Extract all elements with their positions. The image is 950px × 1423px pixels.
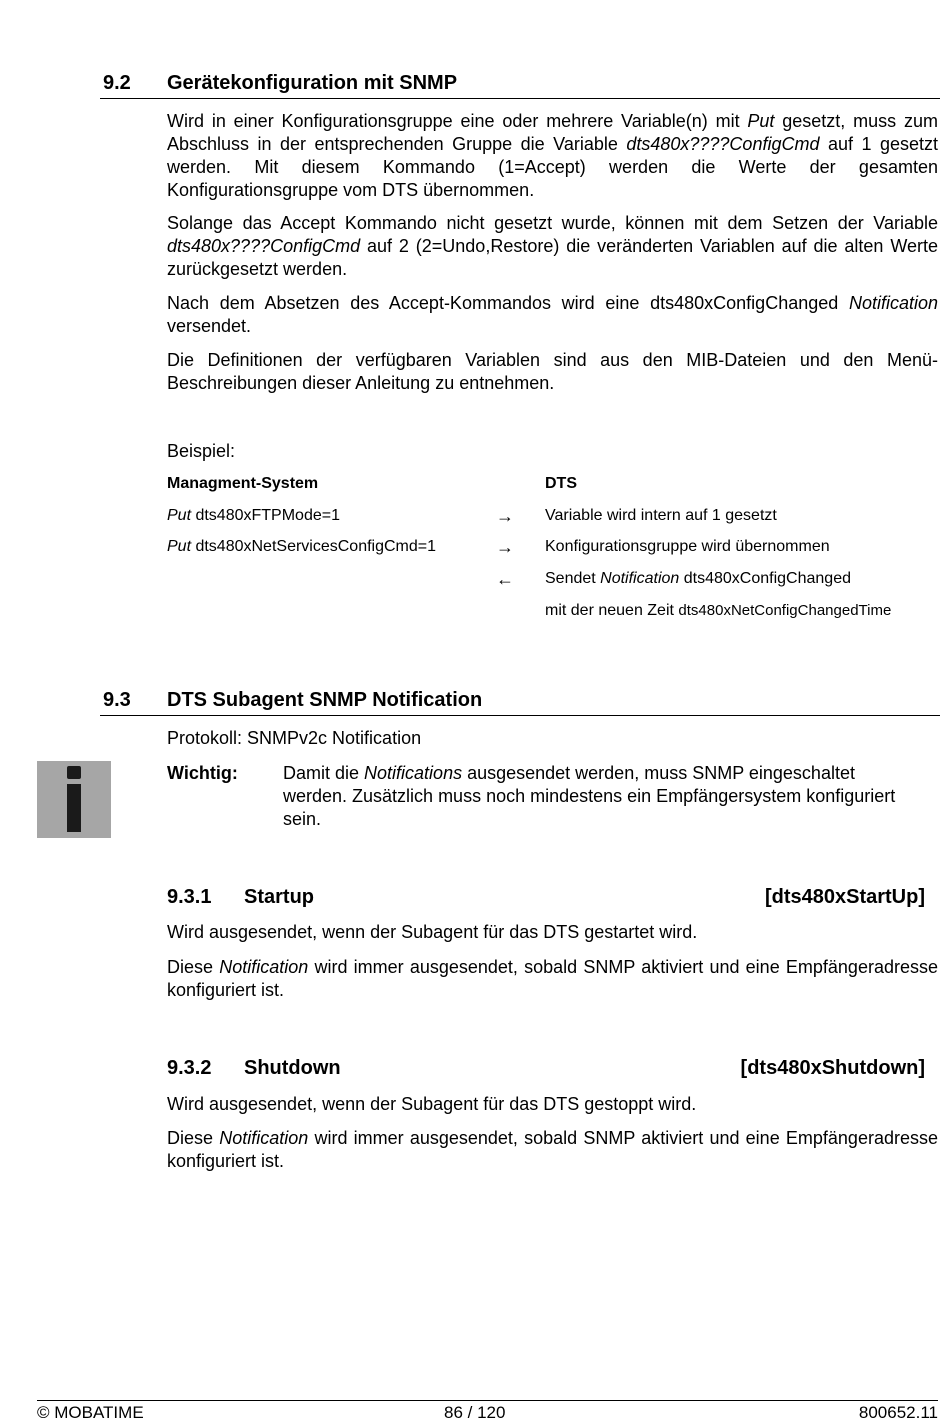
text: mit der neuen Zeit: [545, 602, 679, 619]
example-row-4-right: [545, 601, 891, 621]
text: gesetzt, muss zum Abschluss in der entsprechenden Gruppe die Variable: [167, 111, 938, 154]
example-row-2-left: [167, 537, 436, 557]
notification-word: Notification: [219, 1128, 309, 1148]
notifications-word: Notifications: [364, 763, 463, 783]
variable-name: dts480x????ConfigCmd: [626, 134, 820, 154]
protocol-text: Protokoll: SNMPv2c Notification: [167, 728, 422, 748]
footer-doc-number: 800652.11: [858, 1403, 938, 1422]
text: wird immer ausgesendet, sobald SNMP aktiviert und eine Empfängeradresse konfiguriert ist.: [167, 957, 938, 1000]
example-row-1-left: [167, 506, 340, 526]
important-label: Wichtig:: [167, 763, 238, 783]
put-keyword: Put: [167, 538, 192, 555]
section-9-2-title: Gerätekonfiguration mit SNMP: [167, 72, 458, 94]
section-9-3-title: DTS Subagent SNMP Notification: [167, 689, 483, 711]
info-icon: [37, 761, 111, 838]
text: dts480xConfigChanged: [679, 570, 851, 587]
text: Nach dem Absetzen des Accept-Kommandos wird eine dts480xConfigChanged: [167, 293, 849, 313]
section-9-3-1-number: 9.3.1: [167, 886, 212, 908]
footer-copyright: © MOBATIME: [37, 1403, 144, 1422]
arrow-right-icon: →: [496, 537, 514, 557]
paragraph-accept: [167, 292, 938, 338]
arrow-right-icon: →: [496, 506, 514, 526]
variable-name: dts480xNetConfigChangedTime: [678, 602, 892, 619]
info-icon-bar: [67, 784, 81, 832]
text: Wird in einer Konfigurationsgruppe eine oder mehrere Variable(n) mit: [167, 111, 748, 131]
put-keyword: Put: [167, 507, 192, 524]
paragraph-shutdown-2: [167, 1127, 938, 1173]
paragraph-shutdown-1: Wird ausgesendet, wenn der Subagent für das DTS gestoppt wird.: [167, 1094, 697, 1114]
section-divider: [100, 715, 940, 716]
example-label: Beispiel:: [167, 441, 236, 461]
text: versendet.: [167, 316, 252, 336]
text: Solange das Accept Kommando nicht gesetzt wurde, können mit dem Setzen der Variable: [167, 213, 938, 233]
section-9-3-2-number: 9.3.2: [167, 1057, 212, 1079]
example-row-2-right: Konfigurationsgruppe wird übernommen: [545, 538, 830, 555]
notification-word: Notification: [600, 570, 680, 587]
paragraph-startup-1: Wird ausgesendet, wenn der Subagent für das DTS gestartet wird.: [167, 922, 698, 942]
text: Diese: [167, 1128, 220, 1148]
notification-word: Notification: [219, 957, 309, 977]
put-keyword: Put: [747, 111, 775, 131]
paragraph-startup-2: [167, 956, 938, 1002]
section-9-3-1-title: Startup: [244, 886, 314, 908]
variable-name: dts480x????ConfigCmd: [167, 236, 361, 256]
example-col-left-header: Managment-System: [167, 475, 319, 492]
paragraph-definitions: Die Definitionen der verfügbaren Variablen sind aus den MIB-Dateien und den Menü-Beschreibungen dieser Anleitung zu entnehmen.: [167, 350, 938, 393]
example-col-right-header: DTS: [545, 475, 577, 492]
text: wird immer ausgesendet, sobald SNMP aktiviert und eine Empfängeradresse konfiguriert ist.: [167, 1128, 938, 1171]
example-row-3-right: [545, 569, 851, 589]
important-text: [283, 762, 923, 831]
text: Sendet: [545, 570, 601, 587]
text: Damit die: [283, 763, 365, 783]
text: dts480xNetServicesConfigCmd=1: [191, 538, 437, 555]
footer-page-number: 86 / 120: [444, 1403, 506, 1422]
section-9-3-1-tag: [dts480xStartUp]: [764, 886, 925, 908]
section-9-3-2-title: Shutdown: [244, 1057, 341, 1079]
text: auf 2 (2=Undo,Restore) die veränderten Variablen auf die alten Werte zurückgesetzt werden.: [167, 236, 938, 279]
paragraph-undo: [167, 212, 938, 281]
text: ausgesendet werden, muss SNMP eingeschaltet werden. Zusätzlich muss noch mindestens ein Empfängersystem konfiguriert sein.: [283, 763, 896, 829]
info-icon-dot: [67, 766, 81, 779]
section-divider: [100, 98, 940, 99]
arrow-left-icon: ←: [496, 569, 514, 589]
paragraph-config-cmd: [167, 110, 938, 202]
section-9-3-2-tag: [dts480xShutdown]: [740, 1057, 925, 1079]
footer-divider: [37, 1400, 938, 1401]
section-9-3-number: 9.3: [103, 689, 131, 711]
section-9-2-number: 9.2: [103, 72, 131, 94]
text: dts480xFTPMode=1: [191, 507, 340, 524]
notification-word: Notification: [848, 293, 938, 313]
text: Diese: [167, 957, 220, 977]
example-row-1-right: Variable wird intern auf 1 gesetzt: [545, 507, 777, 524]
text: auf 1 gesetzt werden. Mit diesem Kommando (1=Accept) werden die Werte der gesamten Konfigurationsgruppe vom DTS übernommen.: [167, 134, 938, 200]
